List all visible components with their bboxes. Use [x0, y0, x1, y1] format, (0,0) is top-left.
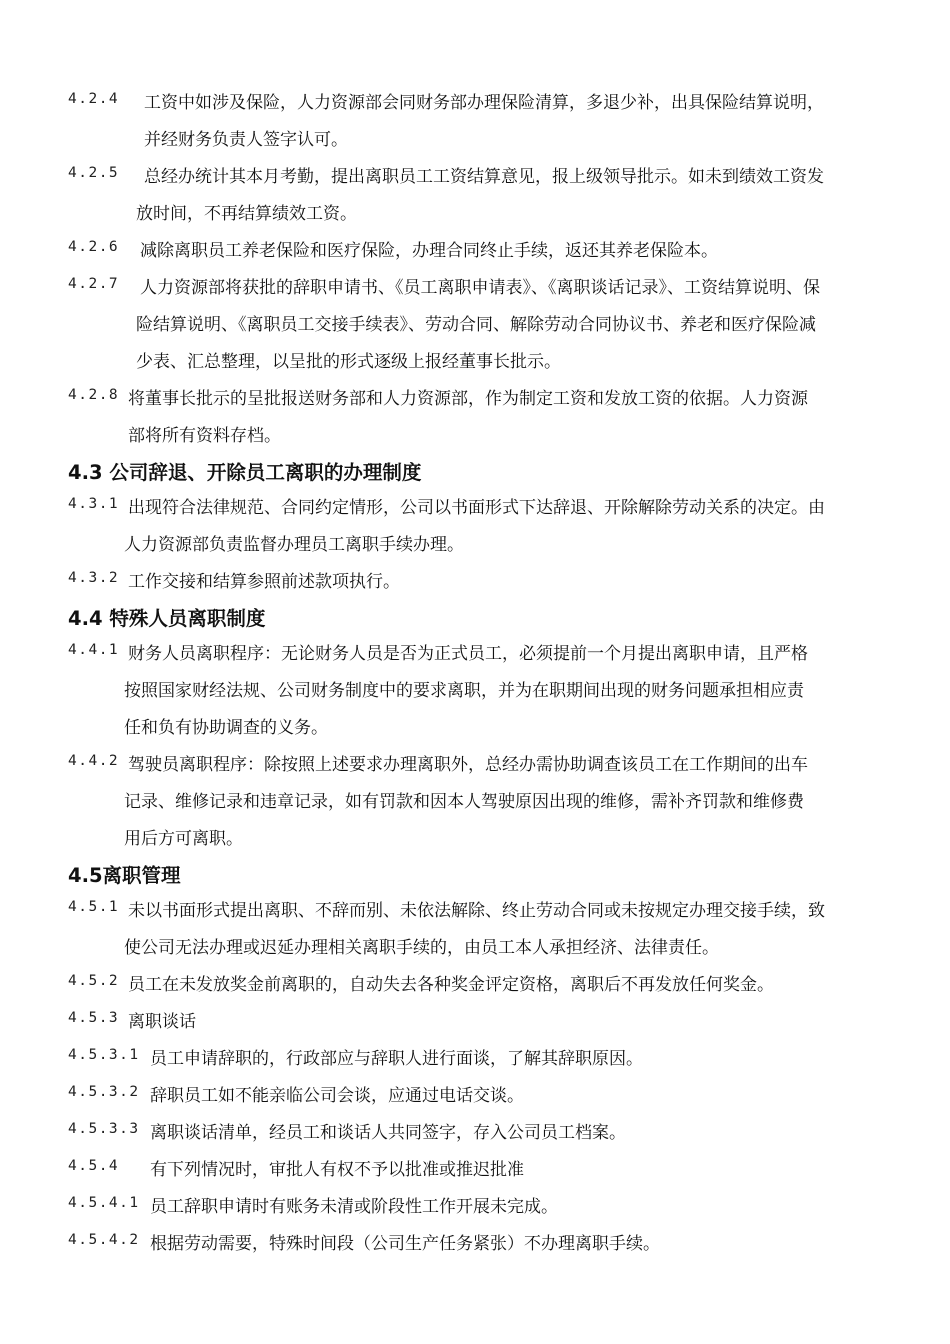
clause-text-line: 少表、汇总整理，以呈批的形式逐级上报经董事长批示。 [136, 352, 561, 372]
clause-number: 4.2.4 [68, 91, 120, 107]
clause-text-line: 险结算说明、《离职员工交接手续表》、劳动合同、解除劳动合同协议书、养老和医疗保险减 [136, 315, 816, 335]
clause-text-line: 将董事长批示的呈批报送财务部和人力资源部，作为制定工资和发放工资的依据。人力资源 [128, 389, 808, 409]
section-heading: 4.3 公司辞退、开除员工离职的办理制度 [68, 461, 422, 484]
clause-text-line: 使公司无法办理或迟延办理相关离职手续的，由员工本人承担经济、法律责任。 [124, 938, 719, 958]
clause-text-line: 员工在未发放奖金前离职的，自动失去各种奖金评定资格，离职后不再发放任何奖金。 [128, 975, 774, 995]
clause-text-line: 人力资源部将获批的辞职申请书、《员工离职申请表》、《离职谈话记录》、工资结算说明、保 [140, 278, 820, 298]
clause-text-line: 放时间，不再结算绩效工资。 [136, 204, 357, 224]
clause-number: 4.5.3 [68, 1010, 120, 1026]
clause-text-line: 有下列情况时，审批人有权不予以批准或推迟批准 [150, 1160, 524, 1180]
clause-number: 4.5.3.3 [68, 1121, 140, 1137]
clause-text-line: 离职谈话 [128, 1012, 196, 1032]
clause-text-line: 总经办统计其本月考勤，提出离职员工工资结算意见，报上级领导批示。如未到绩效工资发 [144, 167, 824, 187]
clause-text-line: 人力资源部负责监督办理员工离职手续办理。 [124, 535, 464, 555]
clause-number: 4.4.1 [68, 642, 120, 658]
section-heading: 4.4 特殊人员离职制度 [68, 607, 266, 630]
clause-number: 4.2.6 [68, 239, 120, 255]
clause-number: 4.3.1 [68, 496, 120, 512]
clause-text-line: 辞职员工如不能亲临公司会谈，应通过电话交谈。 [150, 1086, 524, 1106]
clause-text-line: 用后方可离职。 [124, 829, 243, 849]
clause-text-line: 员工辞职申请时有账务未清或阶段性工作开展未完成。 [150, 1197, 558, 1217]
clause-number: 4.5.4.1 [68, 1195, 140, 1211]
clause-text-line: 出现符合法律规范、合同约定情形，公司以书面形式下达辞退、开除解除劳动关系的决定。由 [128, 498, 825, 518]
clause-number: 4.4.2 [68, 753, 120, 769]
clause-text-line: 任和负有协助调查的义务。 [124, 718, 328, 738]
clause-number: 4.5.4 [68, 1158, 120, 1174]
clause-number: 4.5.2 [68, 973, 120, 989]
section-heading: 4.5离职管理 [68, 864, 181, 887]
clause-number: 4.5.4.2 [68, 1232, 140, 1248]
clause-text-line: 工资中如涉及保险，人力资源部会同财务部办理保险清算，多退少补，出具保险结算说明， [144, 93, 824, 113]
clause-number: 4.2.8 [68, 387, 120, 403]
clause-text-line: 财务人员离职程序：无论财务人员是否为正式员工，必须提前一个月提出离职申请，且严格 [128, 644, 808, 664]
clause-number: 4.5.3.1 [68, 1047, 140, 1063]
clause-text-line: 未以书面形式提出离职、不辞而别、未依法解除、终止劳动合同或未按规定办理交接手续，致 [128, 901, 825, 921]
clause-text-line: 离职谈话清单，经员工和谈话人共同签字，存入公司员工档案。 [150, 1123, 626, 1143]
clause-number: 4.5.1 [68, 899, 120, 915]
clause-text-line: 并经财务负责人签字认可。 [144, 130, 348, 150]
clause-text-line: 部将所有资料存档。 [128, 426, 281, 446]
clause-text-line: 记录、维修记录和违章记录，如有罚款和因本人驾驶原因出现的维修，需补齐罚款和维修费 [124, 792, 804, 812]
clause-text-line: 驾驶员离职程序：除按照上述要求办理离职外，总经办需协助调查该员工在工作期间的出车 [128, 755, 808, 775]
clause-text-line: 工作交接和结算参照前述款项执行。 [128, 572, 400, 592]
clause-number: 4.2.7 [68, 276, 120, 292]
clause-number: 4.2.5 [68, 165, 120, 181]
clause-text-line: 根据劳动需要，特殊时间段（公司生产任务紧张）不办理离职手续。 [150, 1234, 660, 1254]
clause-text-line: 减除离职员工养老保险和医疗保险，办理合同终止手续，返还其养老保险本。 [140, 241, 718, 261]
clause-text-line: 按照国家财经法规、公司财务制度中的要求离职，并为在职期间出现的财务问题承担相应责 [124, 681, 804, 701]
clause-number: 4.5.3.2 [68, 1084, 140, 1100]
clause-number: 4.3.2 [68, 570, 120, 586]
clause-text-line: 员工申请辞职的，行政部应与辞职人进行面谈，了解其辞职原因。 [150, 1049, 643, 1069]
